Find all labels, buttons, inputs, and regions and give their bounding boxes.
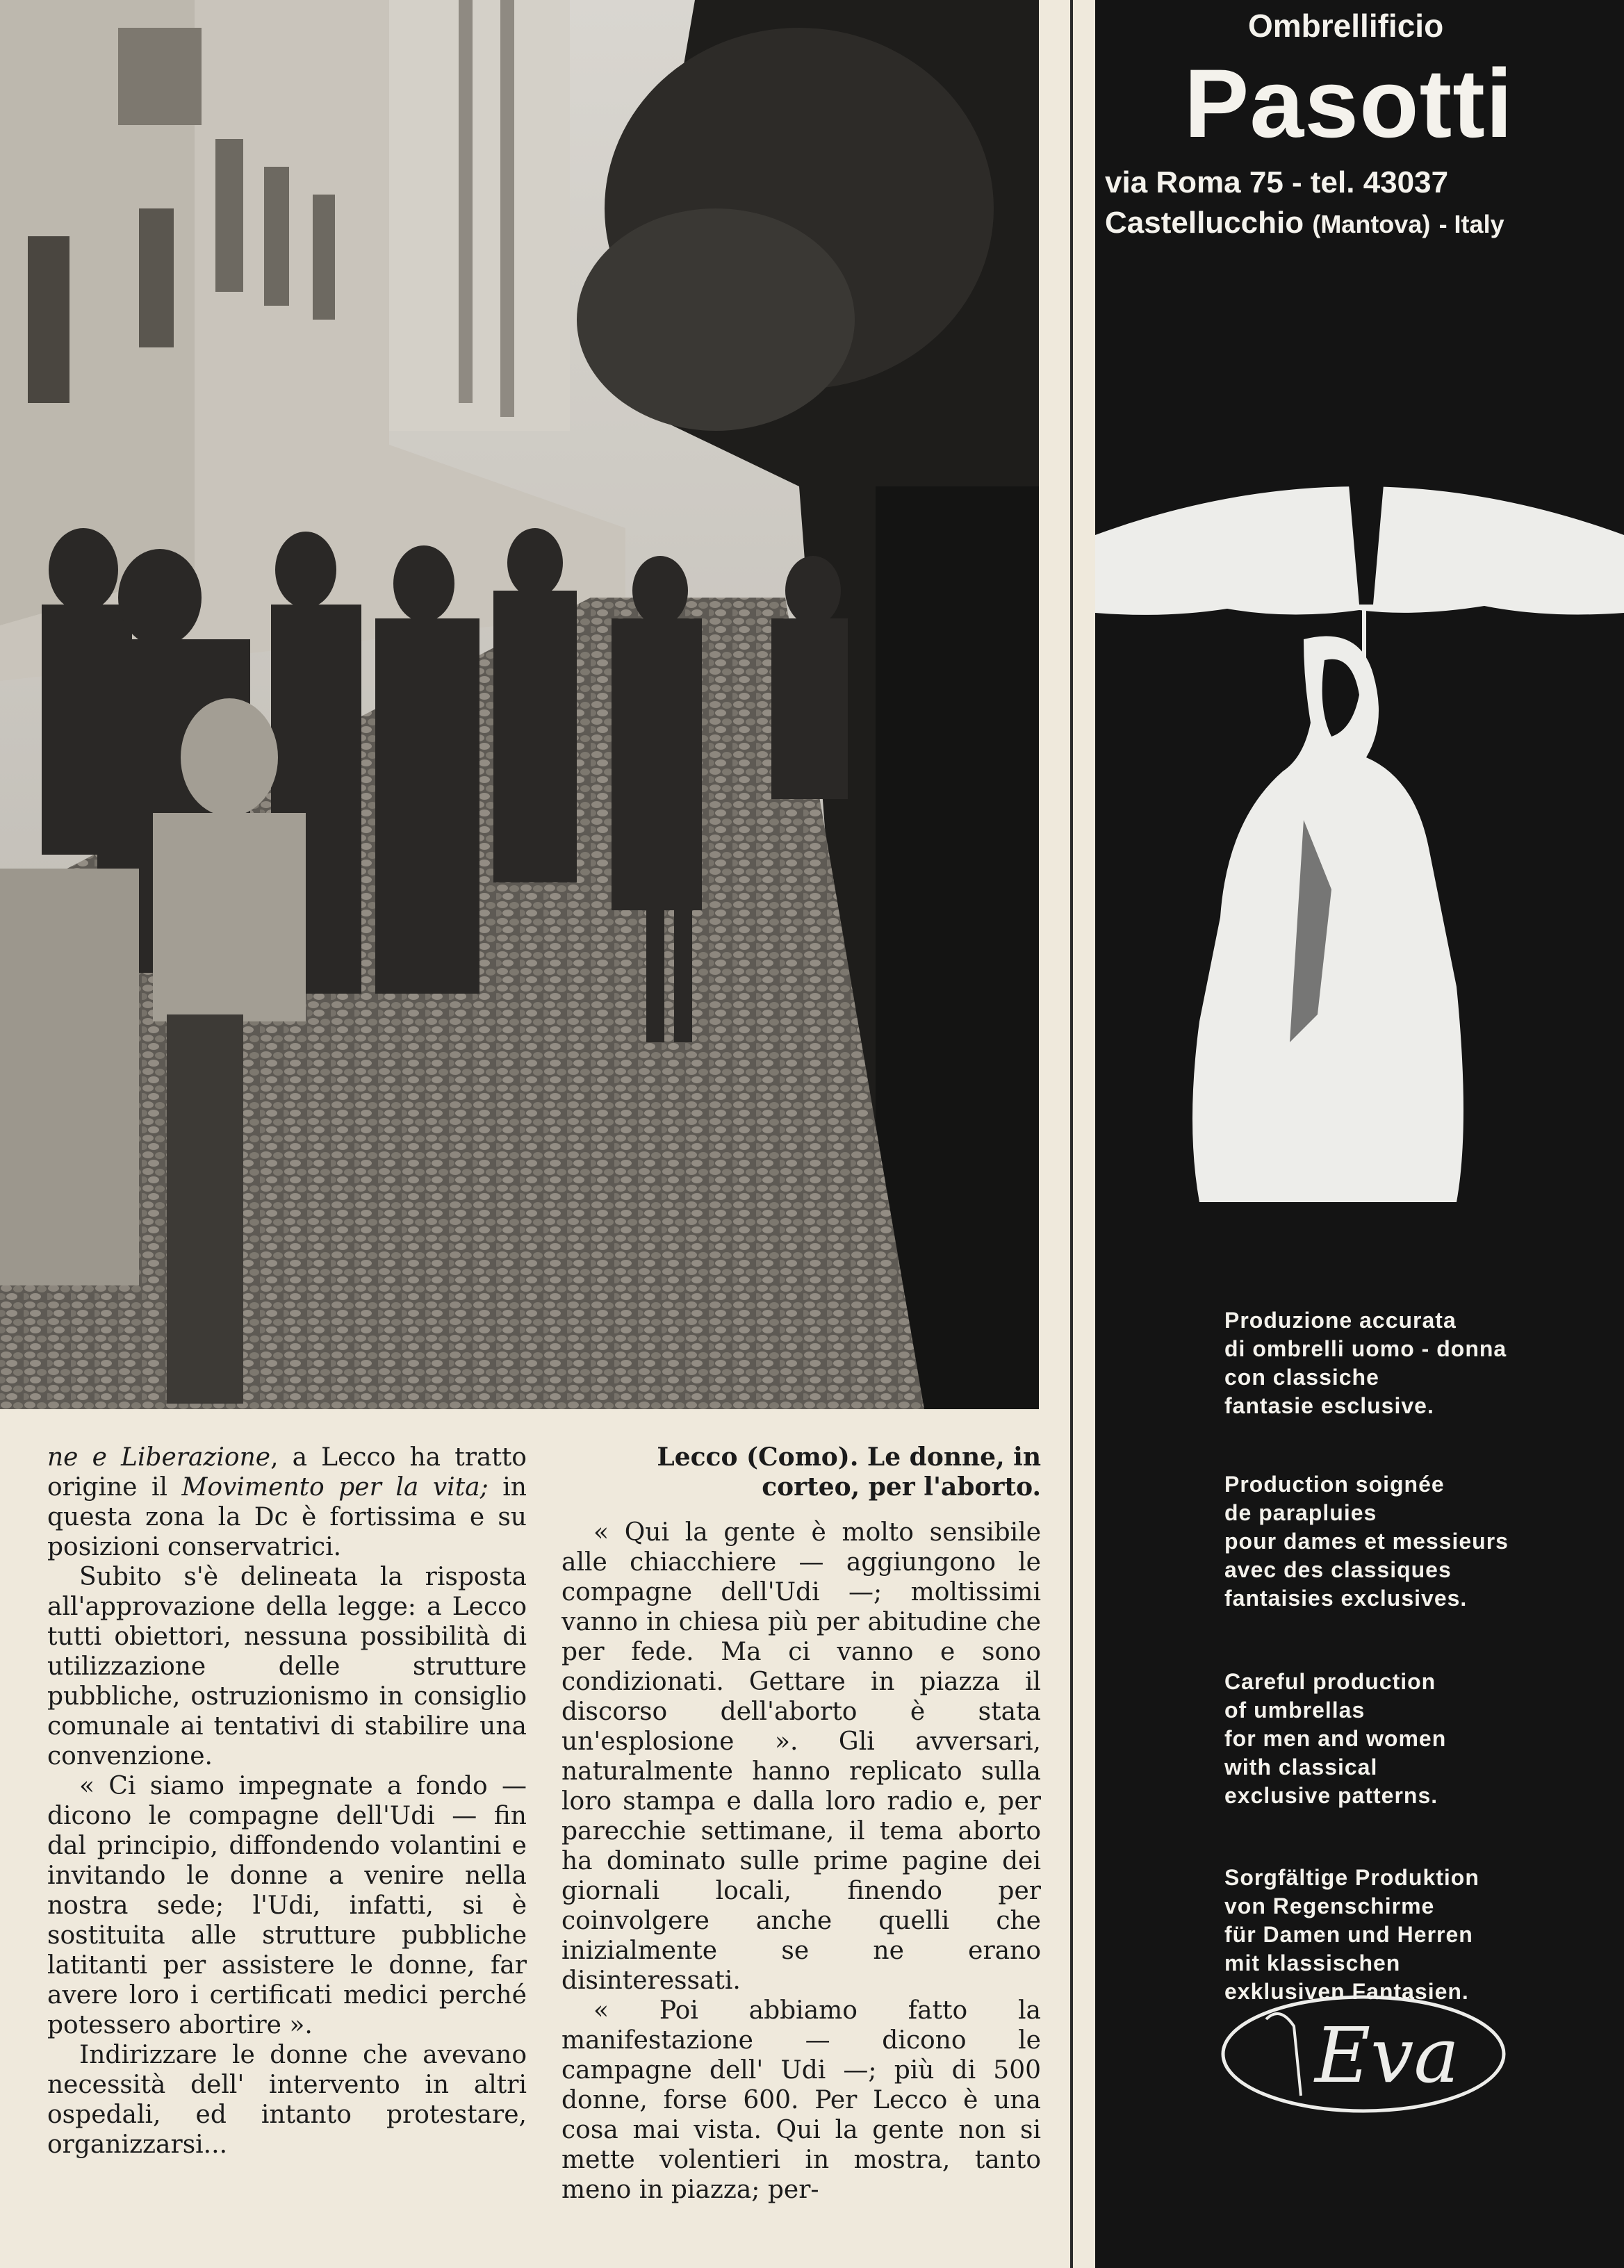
ad-blurb-line: de parapluies	[1224, 1500, 1377, 1525]
logo-text: Eva	[1315, 2011, 1460, 2100]
ad-blurb-line: avec des classiques	[1224, 1557, 1452, 1582]
ad-blurb-french	[1224, 1470, 1600, 1613]
article-col1-text-run: Indirizzare le donne che avevano necessità dell' intervento in altri ospedali, ed intanto protestare, organizzarsi...	[47, 2041, 527, 2159]
ad-blurb-line: für Damen und Herren	[1224, 1922, 1473, 1947]
ad-blurb-line: Sorgfältige Produktion	[1224, 1865, 1479, 1890]
article-col1-text-run: ne e Liberazione	[47, 1443, 271, 1472]
article-col1-text-run: Movimento per la vita;	[181, 1473, 489, 1502]
ad-province: (Mantova)	[1312, 210, 1431, 238]
article-col1-text-run: Subito s'è delineata la risposta all'approvazione della legge: a Lecco tutti obiettori, nessuna possibilità di utilizzazione delle strutture pubbliche, ostruzionismo in consiglio comunale ai tentativi di stabilire una convenzione.	[47, 1563, 527, 1770]
ad-blurb-line: Production soignée	[1224, 1472, 1445, 1497]
ad-blurb-line: di ombrelli uomo - donna	[1224, 1336, 1507, 1361]
ad-blurb-line: exklusiven Fantasien.	[1224, 1979, 1469, 2004]
ad-blurb-german	[1224, 1864, 1600, 2006]
ad-blurb-line: pour dames et messieurs	[1224, 1529, 1509, 1554]
article-col1-paragraph	[47, 1443, 527, 1562]
article-column-2	[561, 1443, 1041, 2205]
ad-blurb-line: Careful production	[1224, 1669, 1436, 1694]
ad-blurb-line: with classical	[1224, 1755, 1378, 1780]
ad-blurb-line: von Regenschirme	[1224, 1893, 1435, 1918]
advertisement	[1095, 0, 1624, 2268]
ad-brand: Pasotti	[1184, 49, 1514, 158]
article-column-1	[47, 1443, 527, 2160]
ad-country: - Italy	[1438, 210, 1504, 238]
article-col2-text-run: « Poi abbiamo fatto la manifestazione — dicono le campagne dell' Udi —; più di 500 donne, forse 600. Per Lecco è una cosa mai vista. Qui la gente non si mette volentieri in mostra, tanto meno in piazza; per-	[561, 1996, 1041, 2204]
photo-caption: Lecco (Como). Le donne, in corteo, per l'aborto.	[657, 1443, 1041, 1502]
article-col1-text-run: « Ci siamo impegnate a fondo — dicono le compagne dell'Udi — fin dal principio, diffondendo volantini e invitando le donne a venire nella nostra sede; l'Udi, infatti, si è sostituita alle strutture pubbliche latitanti per assistere le donne, far avere loro i certificati medici perché potessero abortire ».	[47, 1772, 527, 2039]
article-col1-text-run: , a Lecco ha tratto origine il	[47, 1443, 527, 1502]
ad-blurb-line: of umbrellas	[1224, 1698, 1365, 1723]
ad-blurb-line: for men and women	[1224, 1726, 1447, 1751]
article-column-2-body	[561, 1518, 1041, 2205]
ad-blurb-line: mit klassischen	[1224, 1950, 1401, 1975]
ad-blurb-english	[1224, 1668, 1600, 1810]
umbrella-illustration	[1095, 431, 1624, 1223]
umbrella-label: eva	[1383, 485, 1404, 499]
article-col1-paragraph	[47, 1562, 527, 1771]
ad-kicker: Ombrellificio	[1248, 8, 1444, 44]
article-col1-paragraph	[47, 1771, 527, 2040]
ad-blurb-line: Produzione accurata	[1224, 1308, 1457, 1333]
article-col1-paragraph	[47, 2040, 527, 2160]
article-col2-text-run: « Qui la gente è molto sensibile alle chiacchiere — aggiungono le compagne dell'Udi —; moltissimi vanno in chiesa più per abitudine che per fede. Ma ci vanno e sono condizionati. Gettare in piazza il discorso dell'aborto è stata un'esplosione ». Gli avversari, naturalmente hanno replicato sulla loro stampa e dalla loro radio e, per parecchie settimane, il tema aborto ha dominato sulle prime pagine dei giornali locali, finendo per coinvolgere anche quelli che inizialmente se ne erano disinteressati.	[561, 1518, 1041, 1995]
column-divider	[1070, 0, 1073, 2268]
article-col1-text-run: in questa zona la Dc è fortissima e su posizioni conservatrici.	[47, 1473, 527, 1561]
ad-address: via Roma 75 - tel. 43037	[1105, 165, 1449, 199]
ad-blurb-line: con classiche	[1224, 1365, 1379, 1390]
protest-photo	[0, 0, 1039, 1409]
ad-city-line	[1105, 206, 1504, 240]
ad-blurb-italian	[1224, 1306, 1600, 1420]
eva-logo	[1217, 1991, 1509, 2117]
ad-blurb-line: fantasie esclusive.	[1224, 1393, 1434, 1418]
ad-blurb-line: fantaisies exclusives.	[1224, 1586, 1468, 1611]
article-col2-paragraph	[561, 1996, 1041, 2205]
article-col2-paragraph	[561, 1518, 1041, 1996]
ad-city: Castellucchio	[1105, 206, 1304, 240]
ad-blurb-line: exclusive patterns.	[1224, 1783, 1438, 1808]
